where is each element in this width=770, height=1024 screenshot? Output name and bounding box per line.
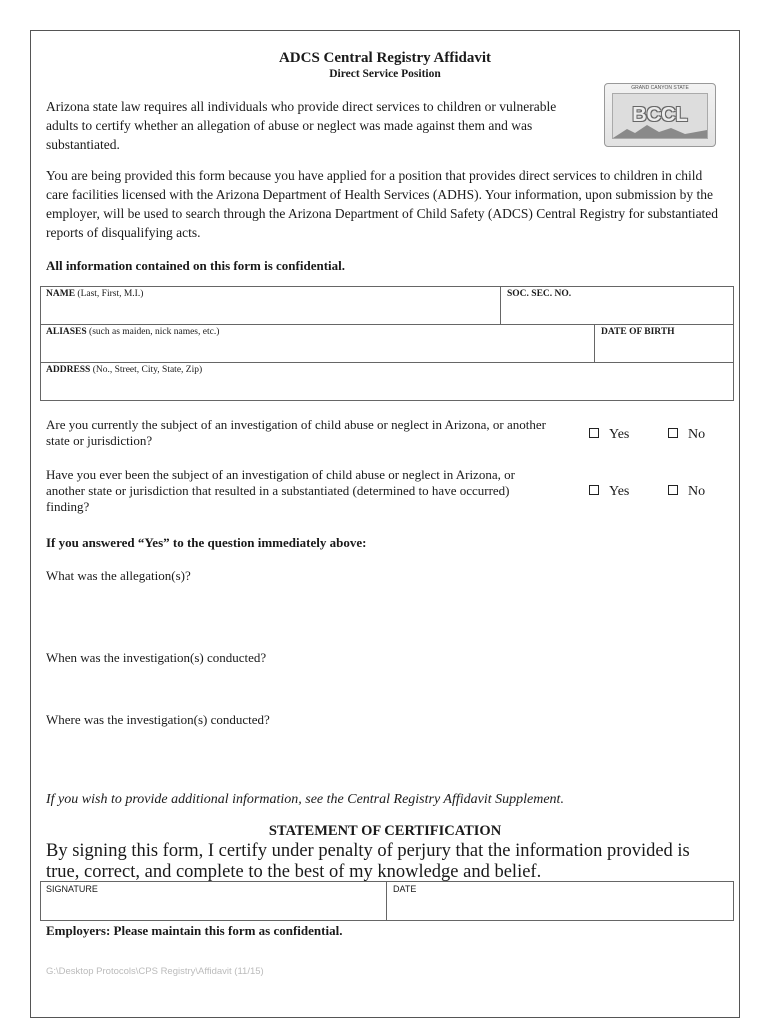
signature-field[interactable]: SIGNATURE [46,884,98,894]
q2-yes-option[interactable] [589,484,629,500]
followup-heading: If you answered “Yes” to the question immediately above: [46,535,367,550]
address-hint: (No., Street, City, State, Zip) [92,365,203,375]
address-label: ADDRESS [46,365,91,375]
when-question: When was the investigation(s) conducted? [46,650,267,665]
question-2: Have you ever been the subject of an investigation of child abuse or neglect in Arizona, or another state or jurisdiction that resulted in a substantiated (determined to have occurred) finding? [46,467,515,514]
aliases-field[interactable] [46,327,219,337]
q1-no-label: No [688,427,706,442]
q2-yes-checkbox[interactable] [589,485,599,495]
intro-paragraph-2: You are being provided this form because you have applied for a position that provides direct services to children in child care facilities licensed with the Arizona Department of Health Services (ADHS). Your information, upon submission by the employer, will be used to search through the Arizona Department of Child Safety (ADCS) Central Registry for substantiated reports of disqualifying acts. [46,168,719,240]
ssn-label: SOC. SEC. NO. [507,289,572,299]
intro-paragraph-1: Arizona state law requires all individuals who provide direct services to children or vulnerable adults to certify whether an allegation of abuse or neglect was made against them and was substantiated. [46,99,557,152]
q2-no-option[interactable] [668,484,705,500]
bccl-logo [604,83,716,147]
logo-text: BCCL [632,104,688,126]
form-title: ADCS Central Registry Affidavit [278,50,492,66]
footer-path: G:\Desktop Protocols\CPS Registry\Affidavit (11/15) [46,966,264,977]
logo-top-text: GRAND CANYON STATE [631,85,689,91]
form-subtitle: Direct Service Position [329,68,441,80]
row-divider-1 [40,324,734,325]
allegation-question: What was the allegation(s)? [46,568,191,583]
certification-heading: STATEMENT OF CERTIFICATION [268,823,502,839]
ssn-field[interactable] [507,289,571,299]
row-divider-2 [40,362,734,363]
date-field[interactable]: DATE [393,884,417,894]
address-field[interactable] [46,365,202,375]
aliases-label: ALIASES [46,327,87,337]
q2-no-checkbox[interactable] [668,485,678,495]
q1-yes-checkbox[interactable] [589,428,599,438]
q1-no-checkbox[interactable] [668,428,678,438]
personal-info-table [40,286,734,401]
dob-label: DATE OF BIRTH [601,327,675,337]
certification-statement: By signing this form, I certify under penalty of perjury that the information provided is true, correct, and complete to the best of my knowledge and belief. [46,841,690,882]
confidential-notice: All information contained on this form is confidential. [46,258,346,273]
question-1: Are you currently the subject of an investigation of child abuse or neglect in Arizona, or another state or jurisdiction? [46,417,546,448]
q1-no-option[interactable] [668,427,705,443]
signature-date-divider [386,881,387,921]
q1-yes-label: Yes [609,427,630,442]
name-hint: (Last, First, M.I.) [77,289,144,299]
aliases-dob-divider [594,324,595,362]
name-label: NAME [46,289,76,299]
dob-field[interactable] [601,327,675,337]
form-page [30,30,740,1018]
employer-note: Employers: Please maintain this form as confidential. [46,923,343,938]
q2-no-label: No [688,484,706,499]
signature-table [40,881,734,921]
supplement-note: If you wish to provide additional information, see the Central Registry Affidavit Supplement. [46,792,564,807]
q2-yes-label: Yes [609,484,630,499]
where-question: Where was the investigation(s) conducted? [46,712,270,727]
name-field[interactable] [46,289,143,299]
aliases-hint: (such as maiden, nick names, etc.) [89,327,220,337]
name-ssn-divider [500,286,501,324]
q1-yes-option[interactable] [589,427,629,443]
logo-plate [612,93,708,139]
